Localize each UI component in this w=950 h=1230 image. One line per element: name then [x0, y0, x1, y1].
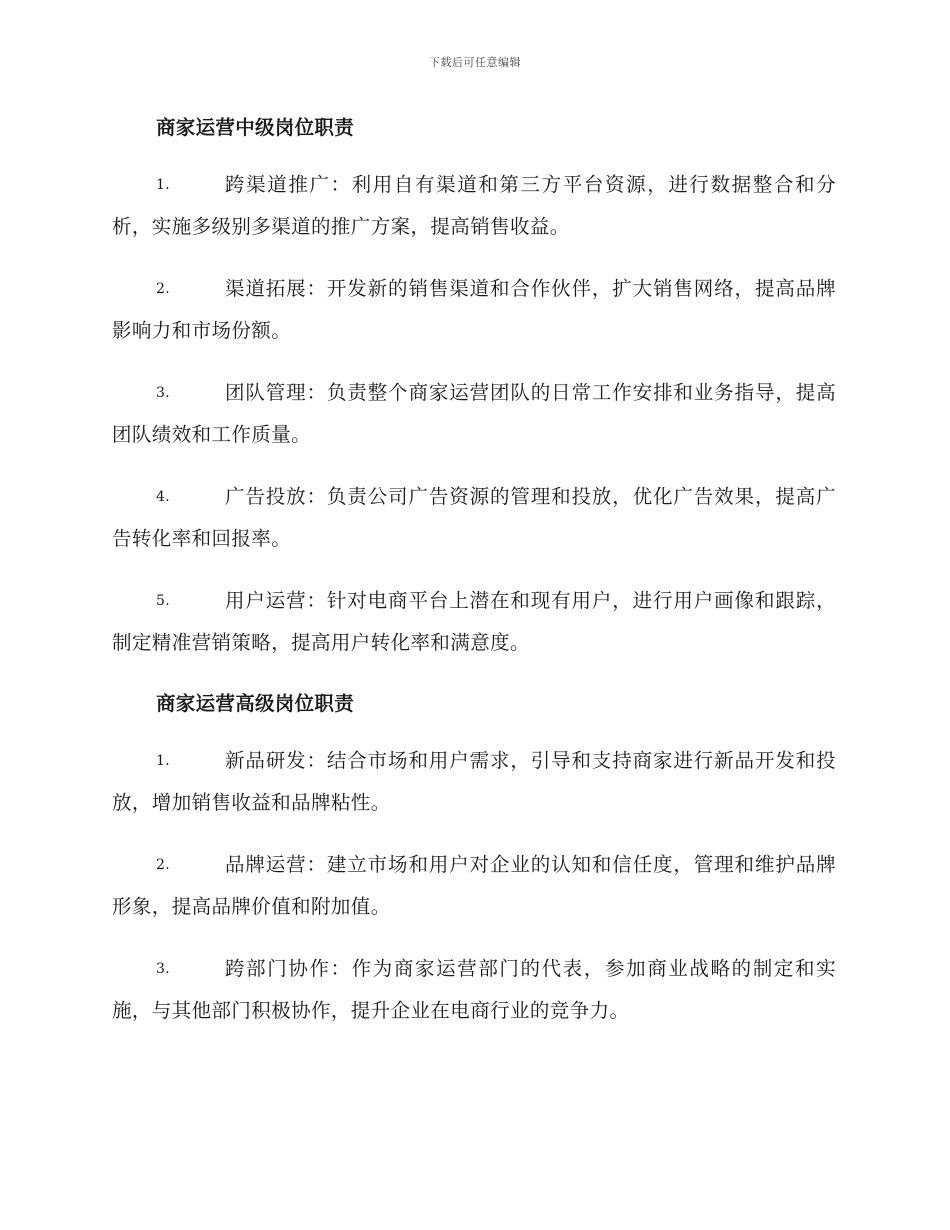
list-item-number: 3.	[156, 961, 171, 977]
header-note: 下载后可任意编辑	[429, 56, 521, 69]
list-item-text: 渠道拓展：开发新的销售渠道和合作伙伴，扩大销售网络，提高品牌影响力和市场份额。	[112, 277, 836, 342]
list-item-text: 品牌运营：建立市场和用户对企业的认知和信任度，管理和维护品牌形象，提高品牌价值和附加值。	[112, 853, 836, 918]
list-item-text: 跨部门协作：作为商家运营部门的代表，参加商业战略的制定和实施，与其他部门积极协作，提升企业在电商行业的竞争力。	[112, 957, 836, 1022]
list-item-number: 2.	[156, 857, 171, 873]
list-item-text: 团队管理：负责整个商家运营团队的日常工作安排和业务指导，提高团队绩效和工作质量。	[112, 381, 836, 446]
list-item-number: 5.	[156, 593, 171, 609]
list-item-number: 1.	[156, 177, 171, 193]
list-item	[112, 476, 836, 560]
document-body	[112, 108, 836, 1052]
list-item	[112, 844, 836, 928]
list-item-text: 新品研发：结合市场和用户需求，引导和支持商家进行新品开发和投放，增加销售收益和品牌粘性。	[112, 749, 836, 814]
list-item-number: 1.	[156, 753, 171, 769]
list-item-number: 3.	[156, 385, 171, 401]
section-title: 商家运营中级岗位职责	[156, 116, 355, 139]
list-item	[112, 372, 836, 456]
list-item	[112, 740, 836, 824]
list-item	[112, 580, 836, 664]
list-item-text: 广告投放：负责公司广告资源的管理和投放，优化广告效果，提高广告转化率和回报率。	[112, 485, 836, 550]
list-item-text: 用户运营：针对电商平台上潜在和现有用户，进行用户画像和跟踪，制定精准营销策略，提高用户转化率和满意度。	[112, 589, 836, 654]
list-item-text: 跨渠道推广：利用自有渠道和第三方平台资源，进行数据整合和分析，实施多级别多渠道的推广方案，提高销售收益。	[112, 173, 836, 238]
section-intermediate-duties	[112, 108, 836, 664]
list-item	[112, 268, 836, 352]
list-item-number: 4.	[156, 489, 171, 505]
section-senior-duties	[112, 684, 836, 1032]
list-item-number: 2.	[156, 281, 171, 297]
section-title: 商家运营高级岗位职责	[156, 692, 355, 715]
list-item	[112, 164, 836, 248]
list-item	[112, 948, 836, 1032]
